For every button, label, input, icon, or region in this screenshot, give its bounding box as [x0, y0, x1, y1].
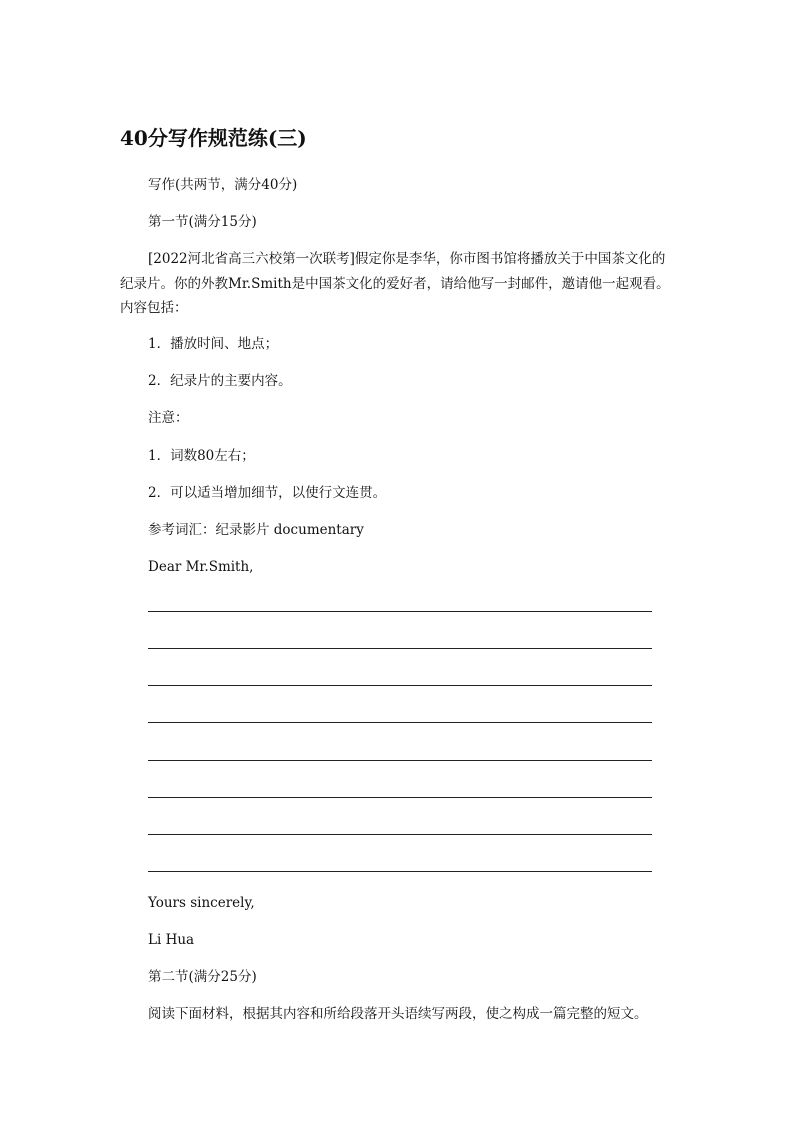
notes-heading: 注意：: [148, 410, 189, 426]
page-title: 40分写作规范练(三): [120, 126, 307, 150]
letter-salutation: Dear Mr.Smith,: [148, 559, 254, 575]
writing-line: [148, 685, 652, 686]
writing-line: [148, 611, 652, 612]
writing-line: [148, 760, 652, 761]
part1-heading: 第一节(满分15分): [148, 214, 257, 230]
writing-line: [148, 797, 652, 798]
writing-line: [148, 871, 652, 872]
section-heading: 写作(共两节，满分40分): [148, 177, 298, 193]
part2-heading: 第二节(满分25分): [148, 969, 257, 985]
prompt-line-1: [2022河北省高三六校第一次联考]假定你是李华，你市图书馆将播放关于中国茶文化的: [148, 251, 666, 267]
prompt-line-2: 纪录片。你的外教Mr.Smith是中国茶文化的爱好者，请给他写一封邮件，邀请他一起观看。: [120, 276, 670, 292]
letter-signature: Li Hua: [148, 932, 195, 948]
note-item: 1．词数80左右；: [148, 448, 255, 464]
writing-line: [148, 834, 652, 835]
content-item: 2．纪录片的主要内容。: [148, 373, 292, 389]
writing-line: [148, 722, 652, 723]
writing-line: [148, 648, 652, 649]
note-item: 2．可以适当增加细节，以使行文连贯。: [148, 485, 387, 501]
vocab-hint: 参考词汇：纪录影片 documentary: [148, 522, 364, 538]
prompt-line-3: 内容包括：: [120, 300, 188, 316]
letter-closing: Yours sincerely,: [148, 895, 255, 911]
content-item: 1．播放时间、地点；: [148, 336, 279, 352]
part2-instruction: 阅读下面材料，根据其内容和所给段落开头语续写两段，使之构成一篇完整的短文。: [148, 1006, 648, 1022]
